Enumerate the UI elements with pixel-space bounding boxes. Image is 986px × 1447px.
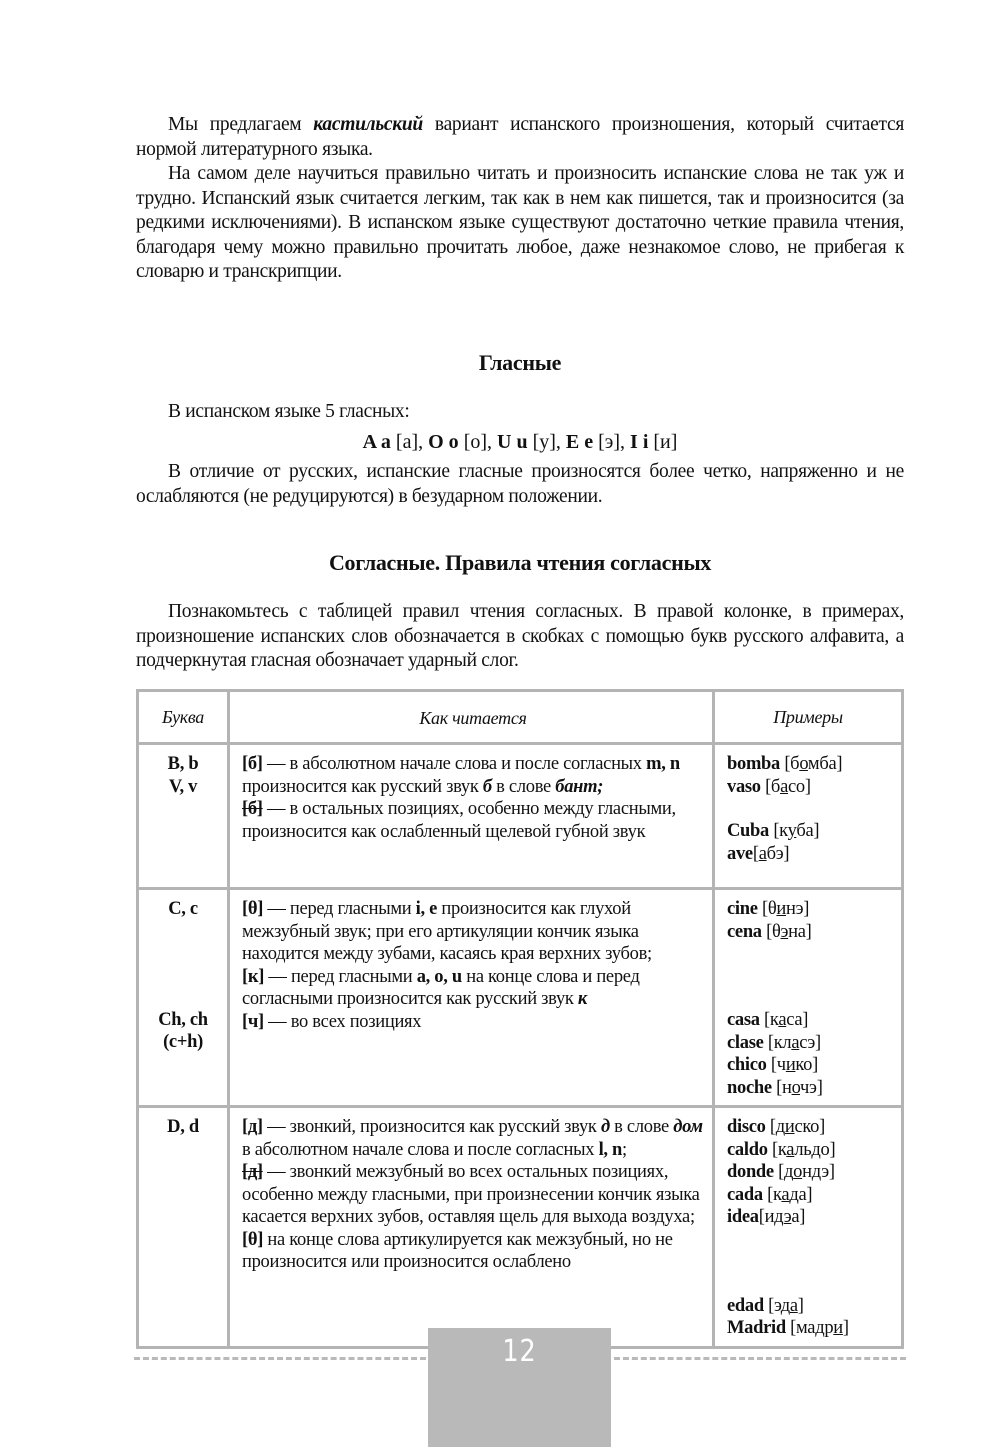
table-row — [138, 744, 903, 889]
footer-divider-left — [134, 1357, 426, 1360]
table-row — [138, 1107, 903, 1348]
example: cena [θэна] — [727, 921, 812, 942]
consonant-rules-table — [136, 689, 904, 1349]
example: ave[абэ] — [727, 843, 790, 864]
example: noche [ночэ] — [727, 1077, 823, 1098]
example: donde [дондэ] — [727, 1162, 835, 1182]
emphasis-castilian: кастильский — [313, 114, 423, 135]
consonants-heading: Согласные. Правила чтения согласных — [328, 550, 712, 575]
example: chico [чико] — [727, 1055, 818, 1075]
header-examples: Примеры — [714, 691, 903, 744]
intro-paragraph-2: На самом деле научиться правильно читать и произносить испанские слова не так уж и трудно. Испанский язык считается легким, так как в нем как пишется, так и произносится (за редкими исключениями). В испанском языке существуют достаточно четкие правила чтения, благодаря чему можно правильно прочитать любое, даже незнакомое слово, не прибегая к словарю и транскрипции. — [136, 163, 904, 282]
rule-cell: [б] — в абсолютном начале слова и после согласных m, n произносится как русский звук б в слове бант; [б] — в остальных позициях, особенно между гласными, произносится как ослабленный щелевой губной звук — [229, 744, 714, 889]
examples-cell — [714, 889, 903, 1107]
example: idea[идэа] — [727, 1207, 806, 1227]
example: Madrid [мадри] — [727, 1318, 849, 1338]
letter-cell: D, d — [138, 1107, 229, 1348]
letter-cell: B, b V, v — [138, 744, 229, 889]
example: cada [када] — [727, 1184, 813, 1205]
example: edad [эда] — [727, 1295, 804, 1316]
examples-cell — [714, 1107, 903, 1348]
page-number-box — [428, 1328, 611, 1447]
intro-paragraph-1: Мы предлагаем кастильский вариант испанского произношения, который считается нормой литературного языка. — [136, 114, 904, 160]
example: Cuba [куба] — [727, 821, 820, 841]
examples-cell — [714, 744, 903, 889]
vowels-intro: В испанском языке 5 гласных: — [168, 401, 410, 422]
consonants-intro: Познакомьтесь с таблицей правил чтения согласных. В правой колонке, в примерах, произношение испанских слов обозначается в скобках с помощью букв русского алфавита, а подчеркнутая гласная обозначает ударный слог. — [136, 601, 904, 671]
example: bomba [бомба] — [727, 754, 843, 774]
table-header-row — [138, 691, 903, 744]
letter-cell: C, c Ch, ch (c+h) — [138, 889, 229, 1107]
rule-cell: [д] — звонкий, произносится как русский звук д в слове дом в абсолютном начале слова и после согласных l, n; [д] — звонкий межзубный во всех остальных позициях, особенно между гласными, при произнесении кончик языка касается верхних зубов, оставляя щель для выхода воздуха; [θ] на конце слова артикулируется как межзубный, но не произносится или произносится ослаблено — [229, 1107, 714, 1348]
page-number: 12 — [502, 1334, 537, 1369]
example: disco [диско] — [727, 1117, 825, 1137]
example: vaso [басо] — [727, 776, 811, 797]
header-reading: Как читается — [229, 691, 714, 744]
page-content — [136, 113, 904, 1338]
rule-cell: [θ] — перед гласными i, e произносится как глухой межзубный звук; при его артикуляции кончик языка находится между зубами, касаясь края верхних зубов; [к] — перед гласными a, o, u на конце слова и перед согласными произносится как русский звук к [ч] — во всех позициях — [229, 889, 714, 1107]
example: casa [каса] — [727, 1010, 809, 1030]
header-letter: Буква — [138, 691, 229, 744]
footer-divider-right — [614, 1357, 906, 1360]
example: clase [класэ] — [727, 1032, 821, 1053]
example: caldo [кальдо] — [727, 1139, 836, 1160]
vowels-heading: Гласные — [478, 350, 562, 375]
vowels-note: В отличие от русских, испанские гласные произносятся более четко, напряженно и не ослабляются (не редуцируются) в безударном положении. — [136, 461, 904, 507]
table-row — [138, 889, 903, 1107]
vowel-list: A a [а], O o [о], U u [у], E e [э], I i [и] — [362, 431, 678, 453]
example: cine [θинэ] — [727, 899, 810, 919]
